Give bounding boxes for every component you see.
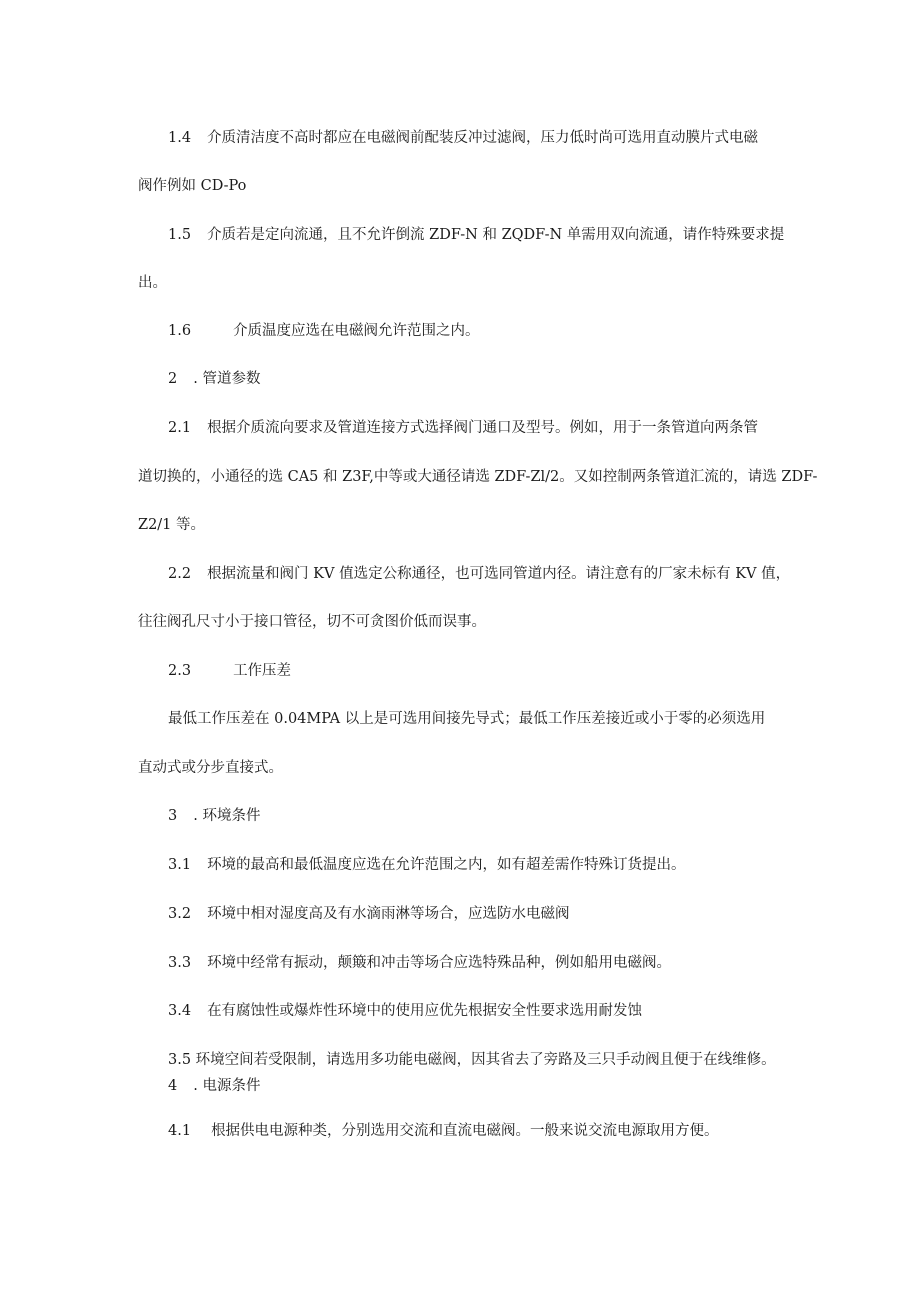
heading-text: . 管道参数: [193, 371, 261, 387]
paragraph-continuation: 直动式或分步直接式。: [138, 760, 283, 776]
section-number: 4.1: [168, 1123, 192, 1139]
section-number: 1.6: [168, 323, 192, 339]
heading-4: [168, 1076, 260, 1096]
section-number: 3.4: [168, 1003, 192, 1019]
paragraph-text: 根据供电电源种类，分别选用交流和直流电磁阀。一般来说交流电源取用方便。: [211, 1123, 719, 1139]
heading-2: [168, 369, 260, 389]
paragraph-3-1: [168, 855, 686, 875]
paragraph-text: 介质若是定向流通，且不允许倒流 ZDF-N 和 ZQDF-N 单需用双向流通，请作特殊要求提: [207, 227, 785, 243]
paragraph-text: 环境中经常有振动，颠簸和冲击等场合应选特殊品种，例如船用电磁阀。: [207, 955, 672, 971]
paragraph-text: 环境中相对湿度高及有水滴雨淋等场合，应选防水电磁阀: [207, 906, 570, 922]
section-number: 4: [168, 1078, 178, 1094]
paragraph-text: 在有腐蚀性或爆炸性环境中的使用应优先根据安全性要求选用耐发蚀: [207, 1003, 643, 1019]
heading-text: . 电源条件: [193, 1078, 261, 1094]
section-number: 3.3: [168, 955, 192, 971]
section-number: 3: [168, 808, 178, 824]
paragraph-continuation: Z2/1 等。: [138, 517, 206, 533]
section-number: 3.2: [168, 906, 192, 922]
paragraph-3-4: [168, 1001, 642, 1021]
paragraph-text: 环境的最高和最低温度应选在允许范围之内，如有超差需作特殊订货提出。: [207, 857, 686, 873]
paragraph-3-3: [168, 953, 671, 973]
heading-text: . 环境条件: [193, 808, 261, 824]
paragraph-2-3-body: 最低工作压差在 0.04MPA 以上是可选用间接先导式；最低工作压差接近或小于零的必须选用: [168, 711, 766, 727]
section-number: 2: [168, 371, 178, 387]
section-number: 2.2: [168, 566, 192, 582]
paragraph-text: 根据介质流向要求及管道连接方式选择阀门通口及型号。例如，用于一条管道向两条管: [207, 420, 759, 436]
paragraph-2-1: [168, 418, 758, 438]
paragraph-1-6: [168, 321, 480, 341]
paragraph-1-5: [168, 225, 784, 245]
paragraph-text: 工作压差: [233, 663, 292, 679]
section-number: 1.4: [168, 130, 192, 146]
section-number: 1.5: [168, 227, 192, 243]
paragraph-text: 介质温度应选在电磁阀允许范围之内。: [233, 323, 480, 339]
paragraph-3-2: [168, 904, 570, 924]
paragraph-4-1: [168, 1121, 719, 1141]
paragraph-text: 介质清洁度不高时都应在电磁阀前配装反冲过滤阀，压力低时尚可选用直动膜片式电磁: [207, 130, 759, 146]
paragraph-2-2: [168, 564, 790, 584]
paragraph-2-3: [168, 661, 291, 681]
paragraph-continuation: 出。: [138, 275, 167, 291]
paragraph-continuation: 往往阀孔尺寸小于接口管径，切不可贪图价低而误事。: [138, 614, 486, 630]
paragraph-3-5: 3.5 环境空间若受限制，请选用多功能电磁阀，因其省去了旁路及三只手动阀且便于在线维修。: [168, 1052, 776, 1068]
section-number: 2.3: [168, 663, 192, 679]
paragraph-1-4: [168, 128, 758, 148]
paragraph-continuation: 道切换的，小通径的选 CA5 和 Z3F,中等或大通径请选 ZDF-Zl/2。又如控制两条管道汇流的，请选 ZDF-: [138, 469, 818, 485]
heading-3: [168, 806, 260, 826]
paragraph-continuation: 阀作例如 CD-Po: [138, 178, 247, 194]
section-number: 2.1: [168, 420, 192, 436]
section-number: 3.1: [168, 857, 192, 873]
paragraph-text: 根据流量和阀门 KV 值选定公称通径，也可选同管道内径。请注意有的厂家未标有 KV 值，: [207, 566, 791, 582]
